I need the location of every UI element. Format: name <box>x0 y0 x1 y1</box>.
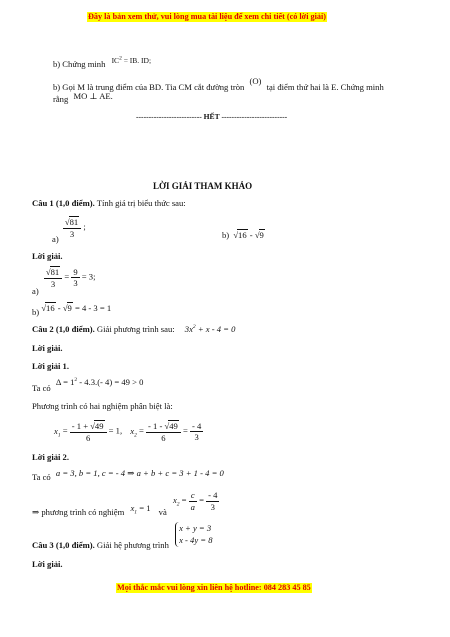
q2-solution1-label: Lời giải 1. <box>32 361 69 371</box>
q2-heading: Câu 2 (1,0 điểm). Giải phương trình sau: $3x^2 + x - 4 = 0$ <box>32 324 236 334</box>
hotline-banner: Mọi thắc mắc vui lòng xin liên hệ hotline: 084 283 45 85 <box>117 583 311 592</box>
part-b-prove-text: b) Chứng minh <box>53 59 106 69</box>
mo-perp-ae-formula: MO ⊥ AE. <box>73 91 113 101</box>
q2-roots-formula: $x_1$ = $\frac{- 1 + √49}{6}$ = 1, $x_2$ = $\frac{- 1 - √49}{6}$ = $\frac{- 4}{3}$ <box>54 420 202 443</box>
part-b-formula: $IC^2$ = IB. ID; <box>111 55 152 65</box>
q2-equation: $3x^2 + x - 4 = 0$ <box>184 324 236 334</box>
circle-o-label: (O) <box>249 76 262 86</box>
part-b-midpoint-line1: b) Gọi M là trung điểm của BD. Tia CM cắt đường tròn (O) tại điểm thứ hai là E. Chứng minh <box>53 76 384 92</box>
q1-heading: Câu 1 (1,0 điểm). Tính giá trị biểu thức sau: <box>32 198 186 208</box>
q1-solution-label: Lời giải. <box>32 251 63 261</box>
q1-part-a: a) $\frac{√81}{3}$ ; <box>52 217 86 244</box>
q1-solution-a: a) $\frac{√81}{3}$ = $\frac{9}{3}$ = 3; <box>32 266 96 296</box>
q3-heading: Câu 3 (1,0 điểm). Giải hệ phương trình x + y = 3 x - 4y = 8 <box>32 523 213 551</box>
q2-roots-text: Phương trình có hai nghiệm phân biệt là: <box>32 401 173 411</box>
q2-solution2-label: Lời giải 2. <box>32 452 69 462</box>
part-b-prove <box>53 55 152 70</box>
preview-banner: Đây là bản xem thử, vui lòng mua tài liệu để xem chi tiết (có lời giải) <box>88 12 327 21</box>
q2-solution2-line: Ta có a = 3, b = 1, c = - 4 ⇒ a + b + c = 3 + 1 - 4 = 0 <box>32 468 224 482</box>
q2-solution2-conclusion: ⇒ phương trình có nghiệm $x_1 = 1$ và $x_2$ = $\frac{c}{a}$ = $\frac{- 4}{3}$ <box>32 490 218 518</box>
q1-a-fraction: $\frac{√81}{3}$ <box>63 216 81 239</box>
solution-title: LỜI GIẢI THAM KHẢO <box>153 181 253 191</box>
q1-part-b: b) √16 - √9 <box>222 230 264 240</box>
q2-solution-label: Lời giải. <box>32 343 63 353</box>
part-b-midpoint-line2: rằng MO ⊥ AE. <box>53 91 113 104</box>
q1-solution-b: b) √16 - √9 = 4 - 3 = 1 <box>32 303 112 317</box>
end-marker: -------------------------- HẾT -------------------------- <box>136 112 288 121</box>
q2-delta-line: Ta có $\Delta = 1^2 - 4.3.(-$ 4) = 49 > 0 <box>32 377 144 393</box>
q3-solution-label: Lời giải. <box>32 559 63 569</box>
q3-system: x + y = 3 x - 4y = 8 <box>175 522 212 547</box>
